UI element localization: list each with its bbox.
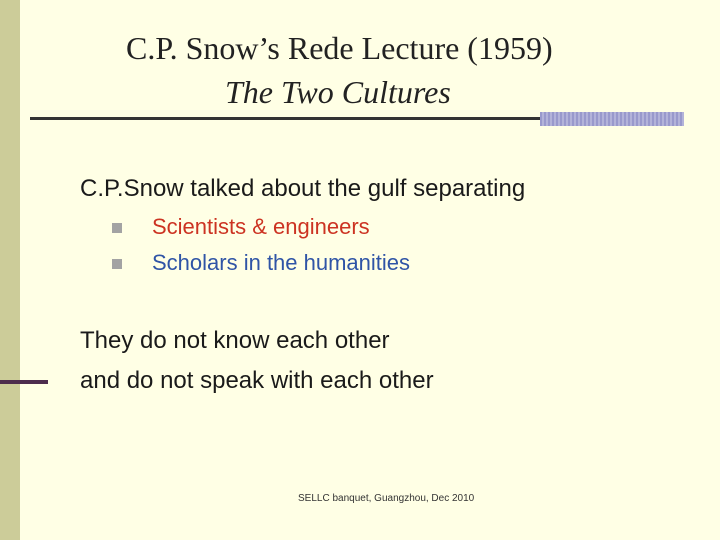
slide-title-line-1: C.P. Snow’s Rede Lecture (1959) xyxy=(126,30,553,66)
bullet-square-icon xyxy=(112,223,122,233)
left-accent-band xyxy=(0,0,20,540)
bullet-item-scientists: Scientists & engineers xyxy=(152,214,370,239)
slide-footer: SELLC banquet, Guangzhou, Dec 2010 xyxy=(298,493,475,504)
closing-line-1: They do not know each other xyxy=(80,327,390,354)
intro-text: C.P.Snow talked about the gulf separating xyxy=(80,175,526,202)
left-accent-bar xyxy=(0,380,48,384)
title-decorative-block xyxy=(540,112,684,126)
closing-line-2: and do not speak with each other xyxy=(80,367,434,394)
slide-title-line-2: The Two Cultures xyxy=(225,74,451,110)
bullet-square-icon xyxy=(112,259,122,269)
bullet-item-scholars: Scholars in the humanities xyxy=(152,250,411,275)
